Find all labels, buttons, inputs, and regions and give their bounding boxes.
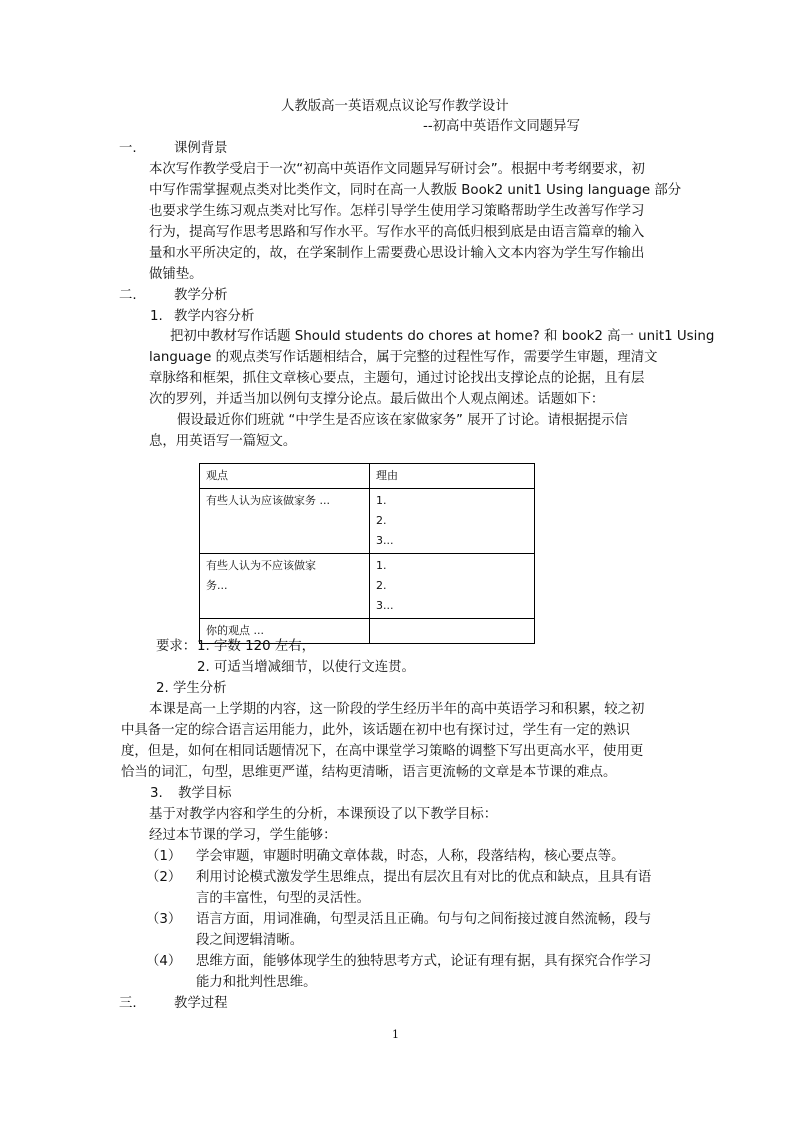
subsection-3-number: 3. bbox=[150, 786, 163, 801]
goal-text: 能力和批判性思维。 bbox=[196, 975, 317, 990]
subsection-1-heading: 教学内容分析 bbox=[174, 309, 255, 324]
section-1-heading: 课例背景 bbox=[174, 141, 228, 156]
table-cell-text: 1. bbox=[376, 494, 387, 507]
table-row bbox=[200, 554, 535, 619]
table-cell bbox=[200, 489, 370, 554]
viewpoint-table bbox=[199, 463, 535, 644]
goals-intro-line: 基于对教学内容和学生的分析，本课预设了以下教学目标： bbox=[149, 807, 498, 822]
table-cell-text: 有些人认为不应该做家 bbox=[206, 559, 316, 572]
subsection-3-heading: 教学目标 bbox=[178, 786, 232, 801]
goal-text: 利用讨论模式激发学生思维点，提出有层次且有对比的优点和缺点，且具有语 bbox=[196, 870, 652, 885]
section-1-line: 量和水平所决定的，故，在学案制作上需要费心思设计输入文本内容为学生写作输出 bbox=[149, 246, 645, 261]
section-1-number: 一. bbox=[119, 141, 137, 156]
goal-text: 学会审题，审题时明确文章体裁，时态，人称，段落结构，核心要点等。 bbox=[196, 849, 625, 864]
table-cell-text: 2. bbox=[376, 579, 387, 592]
table-header-text: 理由 bbox=[376, 469, 398, 482]
section-3-heading: 教学过程 bbox=[174, 996, 228, 1011]
content-analysis-line: language 的观点类写作话题相结合，属于完整的过程性写作，需要学生审题，理清文 bbox=[149, 350, 658, 365]
content-analysis-line: 章脉络和框架，抓住文章核心要点，主题句，通过讨论找出支撑论点的论据，且有层 bbox=[149, 371, 645, 386]
goals-intro-line: 经过本节课的学习，学生能够： bbox=[149, 828, 337, 843]
table-cell-text: 2. bbox=[376, 514, 387, 527]
table-cell-text: 务... bbox=[206, 579, 228, 592]
table-row bbox=[200, 489, 535, 554]
requirement-item: 1. 字数 120 左右， bbox=[197, 639, 316, 654]
table-cell-text: 3... bbox=[376, 599, 394, 612]
table-cell-text: 有些人认为应该做家务 ... bbox=[206, 494, 330, 507]
table-header-text: 观点 bbox=[206, 469, 228, 482]
table-cell-text: 1. bbox=[376, 559, 387, 572]
requirement-item: 2. 可适当增减细节，以使行文连贯。 bbox=[197, 660, 415, 675]
document-title: 人教版高一英语观点议论写作教学设计 bbox=[281, 99, 509, 114]
table-cell bbox=[370, 554, 535, 619]
student-analysis-line: 本课是高一上学期的内容，这一阶段的学生经历半年的高中英语学习和积累，较之初 bbox=[149, 702, 645, 717]
section-2-number: 二. bbox=[119, 288, 137, 303]
section-1-line: 本次写作教学受启于一次“初高中英语作文同题异写研讨会”。根据中考考纲要求，初 bbox=[149, 162, 645, 177]
table-cell bbox=[370, 619, 535, 644]
goal-text: 段之间逻辑清晰。 bbox=[196, 933, 304, 948]
page-number: 1 bbox=[392, 1028, 399, 1041]
section-1-line: 中写作需掌握观点类对比类作文，同时在高一人教版 Book2 unit1 Using language 部分 bbox=[149, 183, 682, 198]
goal-text: 语言方面，用词准确，句型灵活且正确。句与句之间衔接过渡自然流畅，段与 bbox=[196, 912, 652, 927]
student-analysis-line: 度，但是，如何在相同话题情况下，在高中课堂学习策略的调整下写出更高水平，使用更 bbox=[121, 744, 644, 759]
content-analysis-line: 次的罗列，并适当加以例句支撑分论点。最后做出个人观点阐述。话题如下： bbox=[149, 392, 605, 407]
table-cell-text: 你的观点 ... bbox=[206, 624, 264, 637]
table-cell bbox=[200, 554, 370, 619]
section-1-line: 行为，提高写作思考思路和写作水平。写作水平的高低归根到底是由语言篇章的输入 bbox=[149, 225, 645, 240]
subsection-2-number: 2. bbox=[156, 681, 169, 696]
table-header-cell bbox=[370, 464, 535, 489]
goal-number: （2） bbox=[146, 870, 182, 885]
goal-number: （4） bbox=[146, 954, 182, 969]
student-analysis-line: 恰当的词汇，句型，思维更严谨，结构更清晰，语言更流畅的文章是本节课的难点。 bbox=[121, 765, 617, 780]
table-header-row bbox=[200, 464, 535, 489]
document-subtitle: --初高中英语作文同题异写 bbox=[423, 119, 580, 134]
section-3-number: 三. bbox=[119, 996, 137, 1011]
section-1-line: 做铺垫。 bbox=[149, 267, 203, 282]
table-cell bbox=[370, 489, 535, 554]
student-analysis-line: 中具备一定的综合语言运用能力，此外，该话题在初中也有探讨过，学生有一定的熟识 bbox=[121, 723, 630, 738]
subsection-2-heading: 学生分析 bbox=[173, 681, 227, 696]
subsection-1-number: 1. bbox=[150, 309, 163, 324]
goal-text: 言的丰富性，句型的灵活性。 bbox=[196, 891, 371, 906]
writing-prompt-line: 息，用英语写一篇短文。 bbox=[149, 434, 297, 449]
goal-number: （1） bbox=[146, 849, 182, 864]
section-1-line: 也要求学生练习观点类对比写作。怎样引导学生使用学习策略帮助学生改善写作学习 bbox=[149, 204, 645, 219]
content-analysis-line: 把初中教材写作话题 Should students do chores at home? 和 book2 高一 unit1 Using bbox=[170, 329, 715, 344]
table-cell-text: 3... bbox=[376, 534, 394, 547]
writing-prompt-line: 假设最近你们班就 “中学生是否应该在家做家务” 展开了讨论。请根据提示信 bbox=[177, 413, 628, 428]
goal-number: （3） bbox=[146, 912, 182, 927]
section-2-heading: 教学分析 bbox=[174, 288, 228, 303]
goal-text: 思维方面，能够体现学生的独特思考方式，论证有理有据，具有探究合作学习 bbox=[196, 954, 652, 969]
table-header-cell bbox=[200, 464, 370, 489]
requirements-label: 要求： bbox=[156, 639, 197, 654]
